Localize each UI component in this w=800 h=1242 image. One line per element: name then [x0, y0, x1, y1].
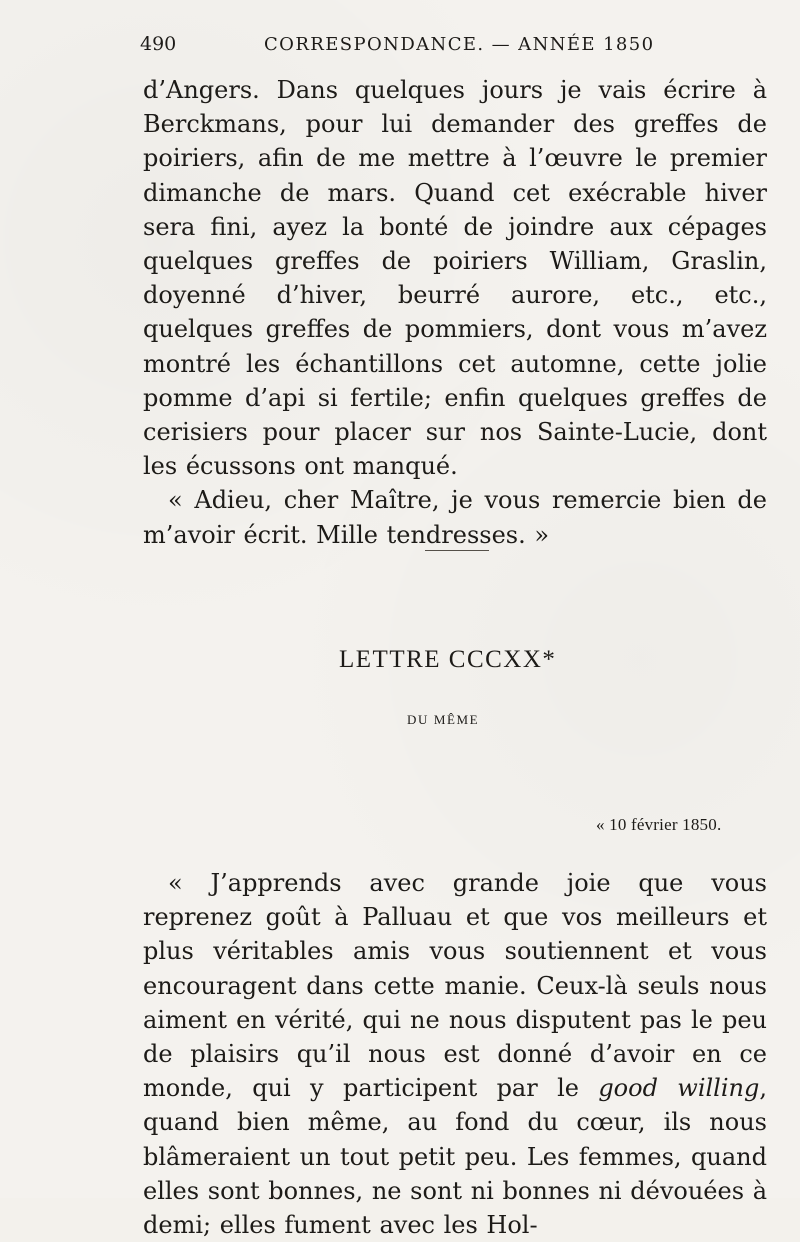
bottom-paragraph: [143, 866, 767, 1242]
page-number: 490: [140, 33, 177, 55]
bottom-text-block: [143, 866, 767, 1242]
top-text-block: [143, 73, 767, 552]
running-head: [140, 30, 760, 58]
running-title: CORRESPONDANCE. — ANNÉE 1850: [264, 33, 655, 55]
letter-date: « 10 février 1850.: [596, 815, 722, 834]
top-paragraph-2: « Adieu, cher Maître, je vous remercie bien de m’avoir écrit. Mille tendresses. »: [143, 486, 767, 549]
bottom-paragraph-start: « J’apprends avec grande joie que vous reprenez goût à Palluau et que vos meilleurs et plus véritables amis vous soutiennent et vous encouragent dans cette manie. Ceux-là seuls nous aiment en vérité, qui ne nous disputent pas le peu de plaisirs qu’il nous est donné d’avoir en ce monde, qui y participent par le: [143, 869, 767, 1103]
letter-title: LETTRE CCCXX*: [339, 646, 557, 673]
italic-phrase: good willing: [598, 1074, 760, 1103]
letter-subtitle: DU MÊME: [407, 712, 480, 727]
section-divider: [425, 550, 489, 551]
top-paragraph-1: d’Angers. Dans quelques jours je vais écrire à Berckmans, pour lui demander des greffes de poiriers, afin de me mettre à l’œuvre le premier dimanche de mars. Quand cet exécrable hiver sera fini, ayez la bonté de joindre aux cépages quelques greffes de poiriers William, Graslin, doyenné d’hiver, beurré aurore, etc., etc., quelques greffes de pommiers, dont vous m’avez montré les échantillons cet automne, cette jolie pomme d’api si fertile; enfin quelques greffes de cerisiers pour placer sur nos Sainte-Lucie, dont les écussons ont manqué.: [143, 76, 767, 481]
bottom-paragraph-end: , quand bien même, au fond du cœur, ils nous blâmeraient un tout petit peu. Les femmes, quand elles sont bonnes, ne sont ni bonnes ni dévouées à demi; elles fument avec les Hol-: [143, 1074, 767, 1240]
